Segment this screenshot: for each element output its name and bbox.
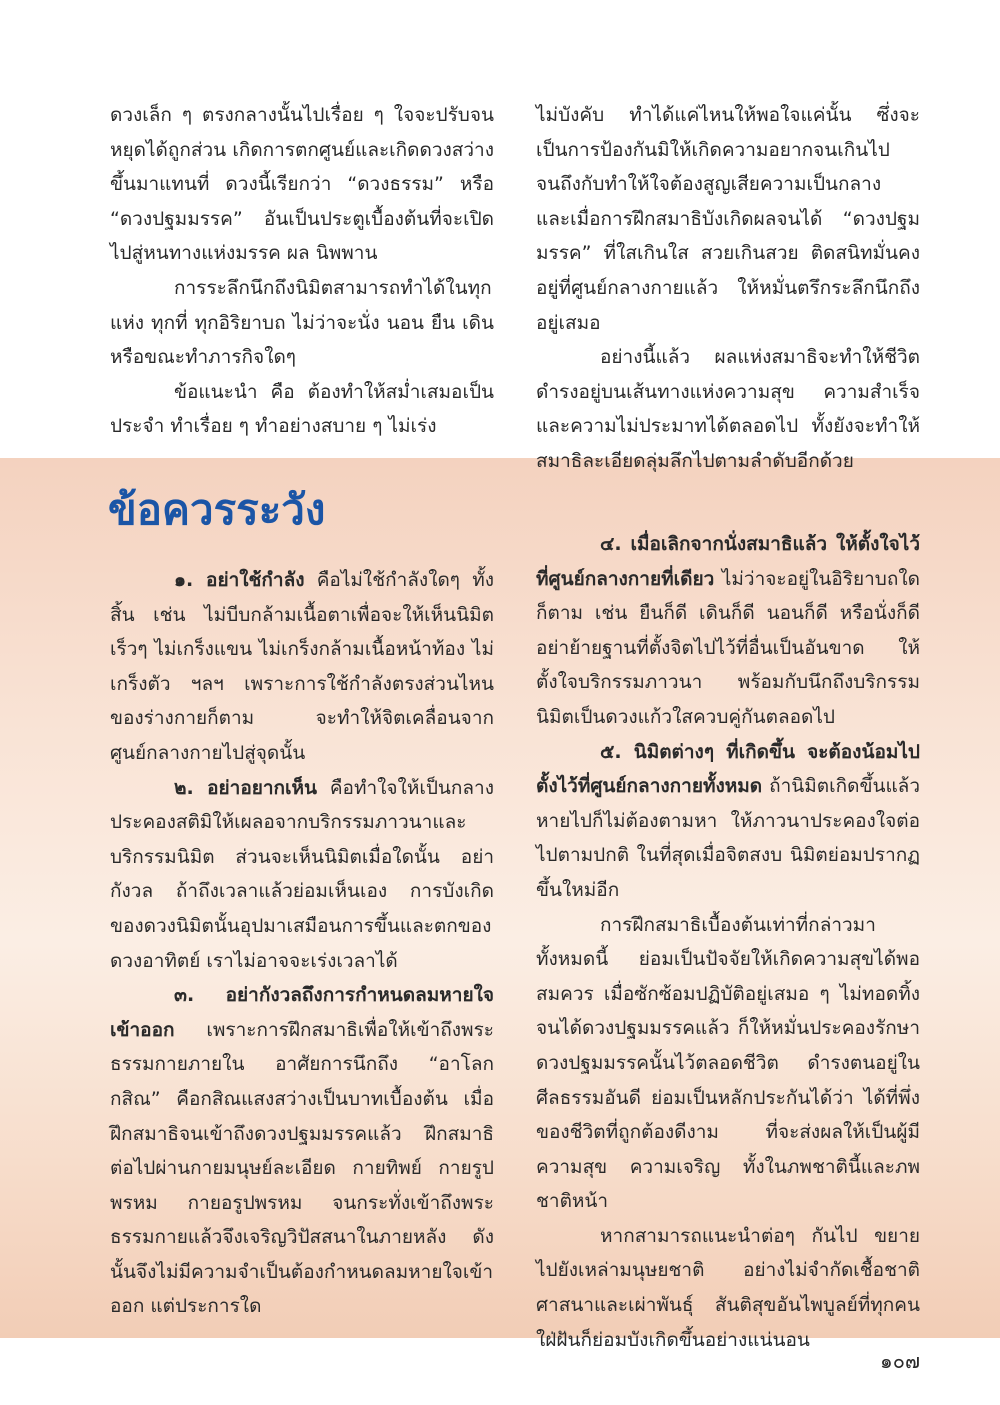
caution-title: ๓. อย่ากังวลถึงการกำหนดลมหายใจเข้าออก	[110, 984, 494, 1041]
paragraph	[536, 1219, 920, 1357]
caution-item-5	[536, 735, 920, 908]
caution-item-1	[110, 563, 494, 771]
paragraph: การระลึกนึกถึงนิมิตสามารถทำได้ในทุกแห่ง ทุกที่ ทุกอิริยาบถ ไม่ว่าจะนั่ง นอน ยืน เดิน หรือขณะทำภารกิจใดๆ	[110, 276, 494, 369]
paragraph: อย่างนี้แล้ว ผลแห่งสมาธิจะทำให้ชีวิตดำรงอยู่บนเส้นทางแห่งความสุข ความสำเร็จและความไม่ประมาทได้ตลอดไป ทั้งยังจะทำให้สมาธิละเอียดลุ่มลึกไปตามลำดับอีกด้วย	[536, 346, 920, 472]
caution-title: ๑. อย่าใช้กำลัง	[174, 569, 305, 591]
section-heading: ข้อควรระวัง	[108, 485, 326, 534]
paragraph: ไม่บังคับ ทำได้แค่ไหนให้พอใจแค่นั้น ซึ่งจะเป็นการป้องกันมิให้เกิดความอยากจนเกินไป จนถึงกับทำให้ใจต้องสูญเสียความเป็นกลาง และเมื่อการฝึกสมาธิบังเกิดผลจนได้ “ดวงปฐมมรรค” ที่ใสเกินใส สวยเกินสวย ติดสนิทมั่นคงอยู่ที่ศูนย์กลางกายแล้ว ให้หมั่นตรึกระลึกนึกถึงอยู่เสมอ	[536, 104, 920, 334]
paragraph-text: หากสามารถแนะนำต่อๆ กันไป ขยายไปยังเหล่ามนุษยชาติ อย่างไม่จำกัดเชื้อชาติ ศาสนาและเผ่าพันธุ์ สันติสุขอันไพบูลย์ที่ทุกคนใฝ่ฝันก็ย่อมบังเกิดขึ้นอย่างแน่นอน	[536, 1224, 920, 1351]
top-left-column	[110, 98, 494, 444]
bottom-right-column	[536, 527, 920, 1357]
bottom-left-column	[110, 563, 494, 1324]
caution-title: ๔. เมื่อเลิกจากนั่งสมาธิแล้ว ให้ตั้งใจไว้ที่ศูนย์กลางกายที่เดียว	[536, 533, 920, 590]
caution-title: ๕. นิมิตต่างๆ ที่เกิดขึ้น จะต้องน้อมไปตั้งไว้ที่ศูนย์กลางกายทั้งหมด	[536, 740, 920, 798]
page-number: ๑๐๗	[880, 1349, 920, 1373]
caution-text: ไม่ว่าจะอยู่ในอิริยาบถใดก็ตาม เช่น ยืนก็ดี เดินก็ดี นอนก็ดี หรือนั่งก็ดี อย่าย้ายฐานที่ตั้งจิตไปไว้ที่อื่นเป็นอันขาด ให้ตั้งใจบริกรรมภาวนา พร้อมกับนึกถึงบริกรรมนิมิตเป็นดวงแก้วใสควบคู่กันตลอดไป	[536, 567, 920, 728]
paragraph	[536, 908, 920, 1219]
paragraph: ข้อแนะนำ คือ ต้องทำให้สม่ำเสมอเป็นประจำ ทำเรื่อย ๆ ทำอย่างสบาย ๆ ไม่เร่ง	[110, 380, 494, 438]
caution-text: คือไม่ใช้กำลังใดๆ ทั้งสิ้น เช่น ไม่บีบกล้ามเนื้อตาเพื่อจะให้เห็นนิมิตเร็วๆ ไม่เกร็งแขน ไม่เกร็งกล้ามเนื้อหน้าท้อง ไม่เกร็งตัว ฯลฯ เพราะการใช้กำลังตรงส่วนไหนของร่างกายก็ตาม จะทำให้จิตเคลื่อนจากศูนย์กลางกายไปสู่จุดนั้น	[110, 569, 495, 764]
paragraph-text: การฝึกสมาธิเบื้องต้นเท่าที่กล่าวมาทั้งหมดนี้ ย่อมเป็นปัจจัยให้เกิดความสุขได้พอสมควร เมื่อซักซ้อมปฏิบัติอยู่เสมอ ๆ ไม่ทอดทิ้งจนได้ดวงปฐมมรรคแล้ว ก็ให้หมั่นประคองรักษาดวงปฐมมรรคนั้นไว้ตลอดชีวิต ดำรงตนอยู่ในศีลธรรมอันดี ย่อมเป็นหลักประกันได้ว่า ได้ที่พึ่งของชีวิตที่ถูกต้องดีงาม ที่จะส่งผลให้เป็นผู้มีความสุข ความเจริญ ทั้งในภพชาตินี้และภพชาติหน้า	[536, 913, 920, 1213]
caution-text: ถ้านิมิตเกิดขึ้นแล้วหายไปก็ไม่ต้องตามหา ให้ภาวนาประคองใจต่อไปตามปกติ ในที่สุดเมื่อจิตสงบ นิมิตย่อมปรากฏขึ้นใหม่อีก	[536, 775, 920, 901]
caution-text: เพราะการฝึกสมาธิเพื่อให้เข้าถึงพระธรรมกายภายใน อาศัยการนึกถึง “อาโลกกสิณ” คือกสิณแสงสว่างเป็นบาทเบื้องต้น เมื่อฝึกสมาธิจนเข้าถึงดวงปฐมมรรคแล้ว ฝึกสมาธิต่อไปผ่านกายมนุษย์ละเอียด กายทิพย์ กายรูปพรหม กายอรูปพรหม จนกระทั่งเข้าถึงพระธรรมกายแล้วจึงเจริญวิปัสสนาในภายหลัง ดังนั้นจึงไม่มีความจำเป็นต้องกำหนดลมหายใจเข้าออก แต่ประการใด	[110, 1018, 494, 1318]
caution-item-2	[110, 771, 494, 979]
caution-title: ๒. อย่าอยากเห็น	[174, 776, 318, 799]
caution-item-3	[110, 978, 494, 1324]
caution-item-4	[536, 527, 920, 735]
paragraph: ดวงเล็ก ๆ ตรงกลางนั้นไปเรื่อย ๆ ใจจะปรับจนหยุดได้ถูกส่วน เกิดการตกศูนย์และเกิดดวงสว่างขึ้นมาแทนที่ ดวงนี้เรียกว่า “ดวงธรรม” หรือ “ดวงปฐมมรรค” อันเป็นประตูเบื้องต้นที่จะเปิดไปสู่หนทางแห่งมรรค ผล นิพพาน	[110, 104, 494, 265]
caution-text: คือทำใจให้เป็นกลาง ประคองสติมิให้เผลอจากบริกรรมภาวนาและบริกรรมนิมิต ส่วนจะเห็นนิมิตเมื่อใดนั้น อย่ากังวล ถ้าถึงเวลาแล้วย่อมเห็นเอง การบังเกิดของดวงนิมิตนั้นอุปมาเสมือนการขึ้นและตกของดวงอาทิตย์ เราไม่อาจจะเร่งเวลาได้	[110, 776, 494, 972]
top-right-column	[536, 98, 920, 479]
